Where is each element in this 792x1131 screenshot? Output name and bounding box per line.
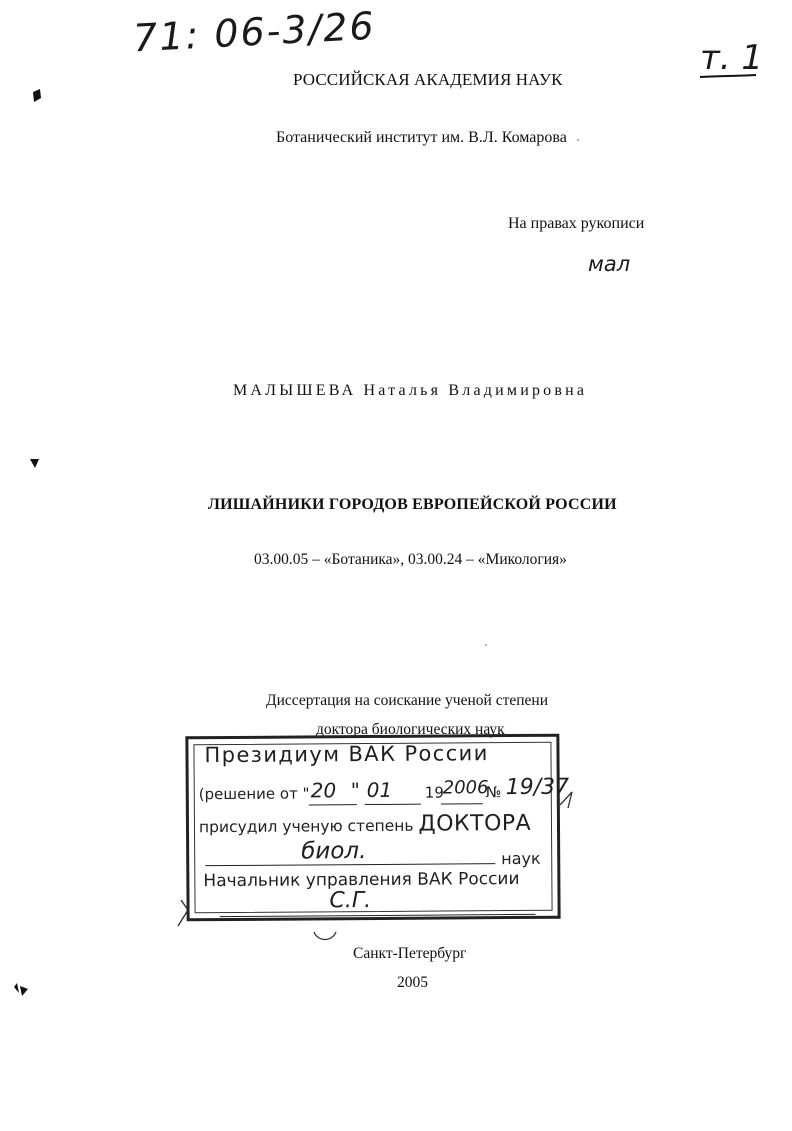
stamp-head-title: Начальник управления ВАК России [203,868,520,892]
publication-year: 2005 [397,974,428,991]
stamp-degree: ДОКТОРА [418,810,532,837]
place-of-publication: Санкт-Петербург [353,945,467,962]
stray-dot-1 [577,139,579,141]
manuscript-rights-note: На правах рукописи [508,215,645,232]
vak-approval-stamp [185,734,570,922]
dissertation-purpose-line-1: Диссертация на соискание ученой степени [266,692,548,709]
stamp-title: Президиум ВАК России [204,741,489,768]
stamp-decision-day: 20 [310,778,337,803]
stamp-decision-number-label: № [485,783,502,802]
institute-name: Ботанический институт им. В.Л. Комарова [276,129,567,146]
stamp-signature-underline [220,914,536,917]
stamp-awarded-line [199,811,531,838]
specialty-codes: 03.00.05 – «Ботаника», 03.00.24 – «Микология» [254,551,567,568]
binder-mark-2 [30,459,39,468]
dissertation-title: ЛИШАЙНИКИ ГОРОДОВ ЕВРОПЕЙСКОЙ РОССИИ [208,496,617,513]
handwritten-signature: мал [588,252,631,276]
stamp-science-suffix: наук [501,848,541,869]
dissertation-purpose-line-2: доктора биологических наук [316,721,505,738]
stamp-decision-prefix: (решение от " [198,784,310,804]
stamp-decision-quote-close: " [350,778,361,803]
stamp-head-signature: С.Г. [329,888,372,914]
stamp-decision-month: 01 [366,777,393,803]
stamp-smudge-bottom [314,932,336,940]
stamp-science-handwritten: биол. [301,838,367,865]
binder-mark-3 [14,983,28,996]
academy-heading: РОССИЙСКАЯ АКАДЕМИЯ НАУК [293,70,563,89]
author-name: МАЛЫШЕВА Наталья Владимировна [233,382,588,399]
stamp-decision-year-prefix: 19 [424,783,444,802]
binder-mark-1 [33,89,41,102]
stamp-decision-number: 19/37 [505,774,570,801]
stamp-decision-line [199,784,310,803]
handwritten-volume-number: т. 1 [700,38,764,78]
stamp-decision-year: 2006 [442,777,489,799]
stray-dot-2 [485,644,487,646]
stamp-awarded-text: присудил ученую степень [198,816,414,837]
handwritten-reference-number: 71: 06-3/26 [132,3,377,61]
